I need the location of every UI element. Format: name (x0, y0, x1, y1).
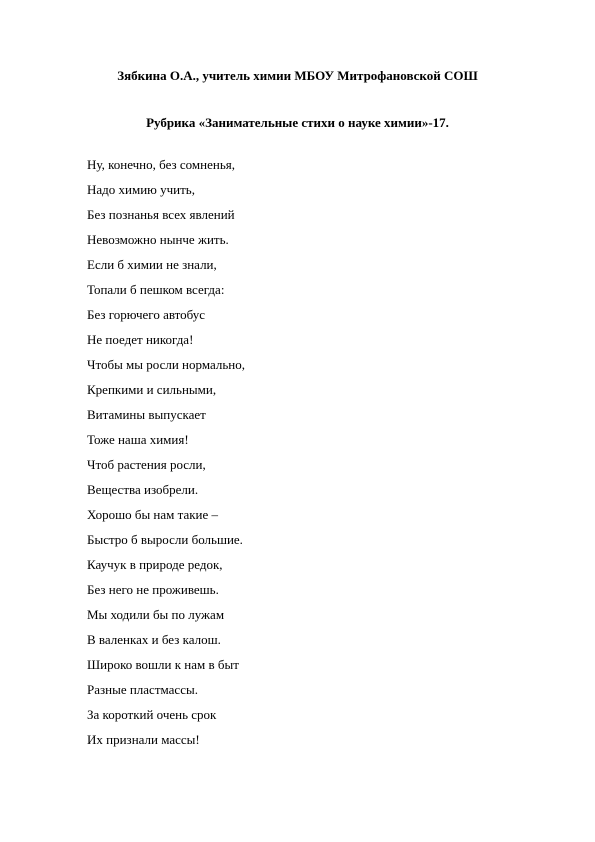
poem-line: В валенках и без калош. (87, 632, 221, 647)
poem-line: Невозможно нынче жить. (87, 232, 229, 247)
poem-line: Не поедет никогда! (87, 332, 194, 347)
poem-line: Если б химии не знали, (87, 257, 217, 272)
poem-line: Их признали массы! (87, 732, 200, 747)
poem-line: Чтоб растения росли, (87, 457, 206, 472)
poem-line: Тоже наша химия! (87, 432, 189, 447)
poem-line: Мы ходили бы по лужам (87, 607, 225, 622)
poem-line: Каучук в природе редок, (87, 557, 223, 572)
author-heading: Зябкина О.А., учитель химии МБОУ Митрофановской СОШ (117, 68, 478, 83)
poem-line: Топали б пешком всегда: (87, 282, 225, 297)
poem-line: Витамины выпускает (87, 407, 206, 422)
poem-line: Быстро б выросли большие. (87, 532, 243, 547)
poem-line: Чтобы мы росли нормально, (87, 357, 245, 372)
poem-line: Широко вошли к нам в быт (87, 657, 239, 672)
poem-line: За короткий очень срок (87, 707, 217, 722)
poem-line: Ну, конечно, без сомненья, (87, 157, 235, 172)
poem-line: Вещества изобрели. (87, 482, 199, 497)
poem-text (87, 152, 245, 752)
poem-line: Без горючего автобус (87, 307, 206, 322)
poem-line: Надо химию учить, (87, 182, 195, 197)
poem-line: Хорошо бы нам такие – (87, 507, 219, 522)
rubric-heading: Рубрика «Занимательные стихи о науке химии»-17. (146, 115, 449, 130)
poem-line: Без него не проживешь. (87, 582, 219, 597)
poem-line: Разные пластмассы. (87, 682, 198, 697)
poem-line: Без познанья всех явлений (87, 207, 235, 222)
poem-line: Крепкими и сильными, (87, 382, 217, 397)
